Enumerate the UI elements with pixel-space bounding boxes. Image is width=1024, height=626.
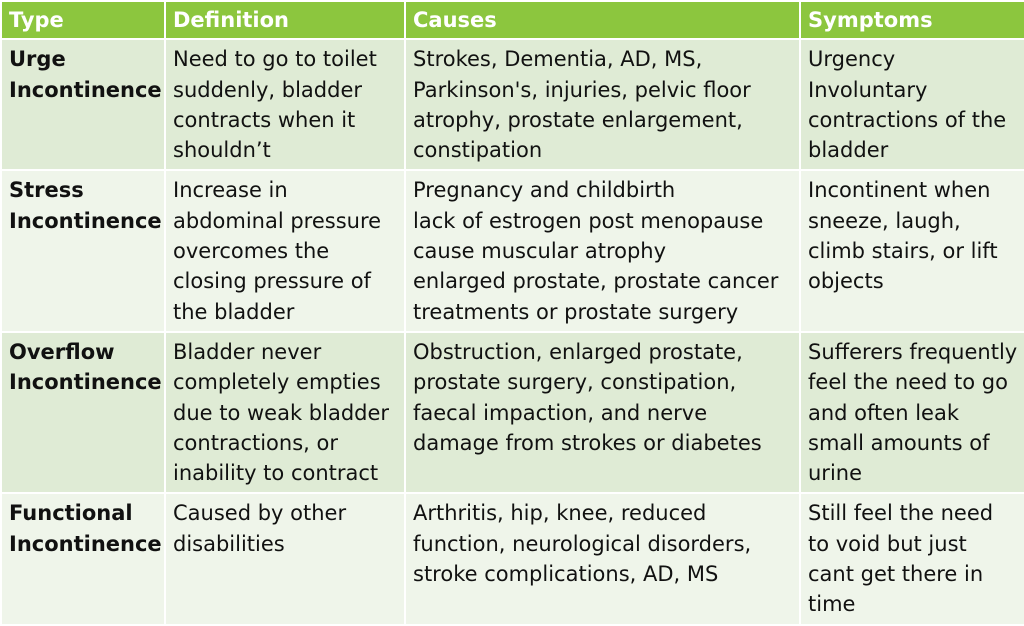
causes-cell [405,170,800,331]
causes-text: lack of estrogen post menopause cause muscular atrophy [413,208,764,264]
header-causes: Causes [405,1,800,39]
table-row [1,332,1024,493]
table-header-row [1,1,1024,39]
type-cell [1,493,165,624]
header-type: Type [1,1,165,39]
type-line: Urge [9,47,66,72]
symptoms-text: Involuntary contractions of the bladder [808,77,1007,163]
symptoms-cell [800,493,1024,624]
definition-cell [165,39,405,170]
definition-text: Need to go to toilet suddenly, bladder contracts when it shouldn’t [173,47,377,163]
symptoms-cell [800,332,1024,493]
type-line: Incontinence [9,370,162,395]
causes-cell [405,332,800,493]
definition-cell [165,332,405,493]
type-line: Functional [9,501,133,526]
table-row [1,493,1024,624]
type-line: Incontinence [9,208,162,233]
causes-text: Strokes, Dementia, AD, MS, Parkinson's, injuries, pelvic floor atrophy, prostate enlargement, constipation [413,47,751,163]
table-row [1,39,1024,170]
symptoms-cell [800,170,1024,331]
symptoms-text: Sufferers frequently feel the need to go and often leak small amounts of urine [808,339,1018,486]
symptoms-text: Urgency [808,47,896,72]
header-definition: Definition [165,1,405,39]
definition-text: Bladder never completely empties due to weak bladder contractions, or inability to contract [173,339,390,486]
definition-text: Increase in abdominal pressure overcomes the closing pressure of the bladder [173,178,382,324]
causes-cell [405,39,800,170]
definition-text: Caused by other disabilities [173,501,347,556]
symptoms-text: Still feel the need to void but just cant get there in time [808,501,994,617]
table-row [1,170,1024,331]
symptoms-cell [800,39,1024,170]
type-line: Overflow [9,339,115,364]
type-cell [1,39,165,170]
causes-cell [405,493,800,624]
header-symptoms: Symptoms [800,1,1024,39]
causes-text: Arthritis, hip, knee, reduced function, neurological disorders, stroke complications, AD, MS [413,501,752,587]
type-line: Stress [9,178,84,203]
causes-text: Obstruction, enlarged prostate, prostate surgery, constipation, faecal impaction, and nerve damage from strokes or diabetes [413,339,762,455]
definition-cell [165,493,405,624]
type-cell [1,170,165,331]
symptoms-text: Incontinent when sneeze, laugh, climb stairs, or lift objects [808,178,998,294]
causes-text: enlarged prostate, prostate cancer treatments or prostate surgery [413,269,779,324]
type-cell [1,332,165,493]
definition-cell [165,170,405,331]
type-line: Incontinence [9,77,162,102]
causes-text: Pregnancy and childbirth [413,178,676,203]
type-line: Incontinence [9,531,162,556]
